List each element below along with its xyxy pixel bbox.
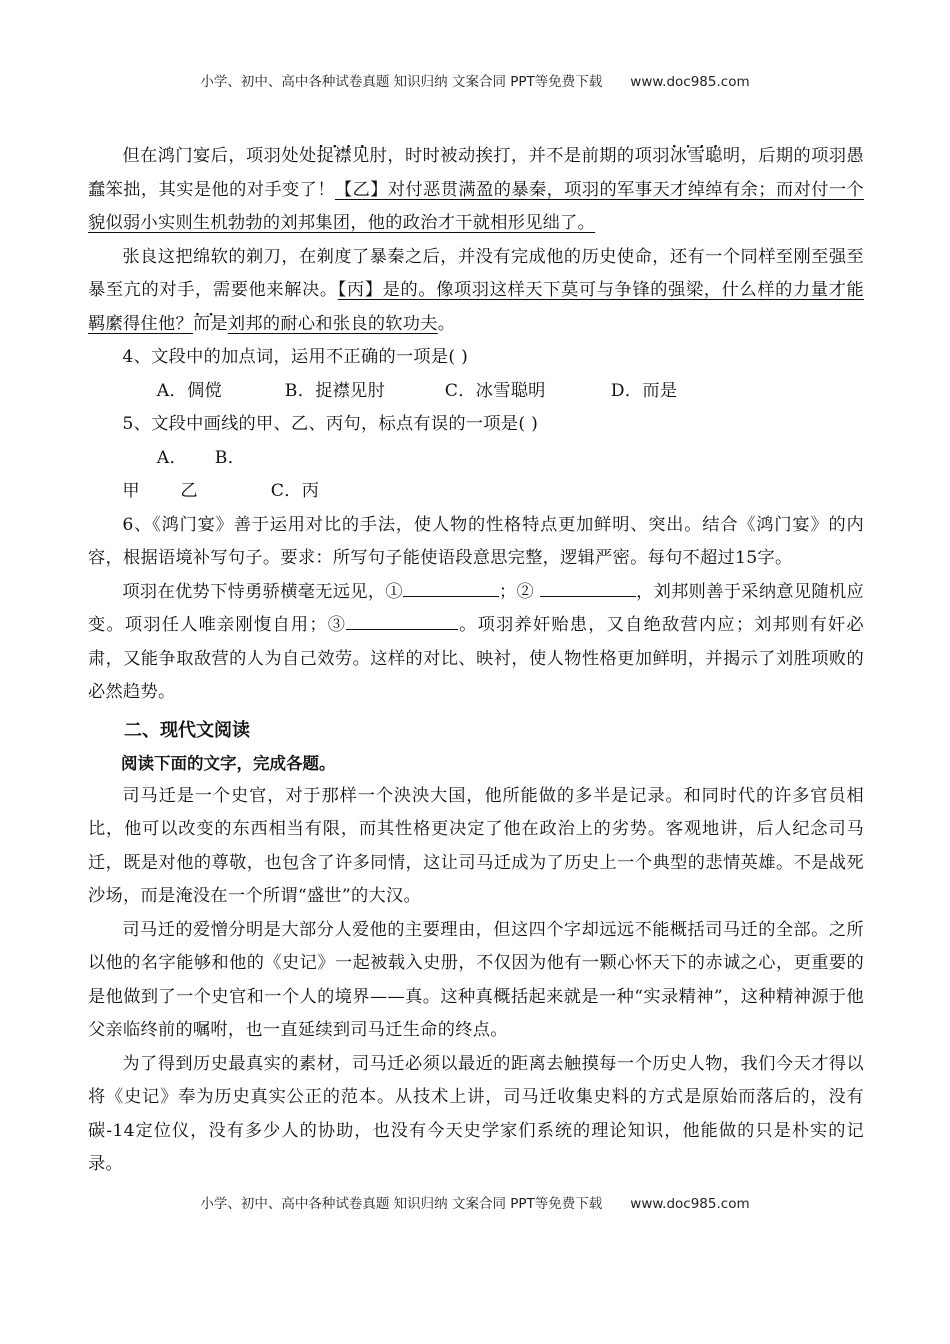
section2-paragraph1: 司马迁是一个史官，对于那样一个泱泱大国，他所能做的多半是记录。和同时代的许多官员相比，他可以改变的东西相当有限，而其性格更决定了他在政治上的劣势。客观地讲，后人纪念司马迁，既是对他的尊敬，也包含了许多同情，这让司马迁成为了历史上一个典型的悲情英雄。不是战死沙场，而是淹没在一个所谓“盛世”的大汉。 <box>88 785 864 906</box>
dotted-word-ershi: · · 而是 <box>193 314 228 334</box>
section2-paragraph3: 为了得到历史最真实的素材，司马迁必须以最近的距离去触摸每一个历史人物，我们今天才得以将《史记》奉为历史真实公正的范本。从技术上讲，司马迁收集史料的方式是原始而落后的，没有碳-14定位仪，没有多少人的协助，也没有今天史学家们系统的理论知识，他能做的只是朴实的记录。 <box>88 1053 864 1174</box>
header-text: 小学、初中、高中各种试卷真题 知识归纳 文案合同 PPT等免费下载 <box>200 74 603 90</box>
option-b[interactable]: B．捉襟见肘 <box>284 380 386 401</box>
passage1-paragraph2 <box>88 241 864 342</box>
fill-text: 项羽在优势下恃勇骄横毫无远见，① <box>122 581 403 602</box>
question-4: 4、文段中的加点词，运用不正确的一项是( ) <box>122 347 469 367</box>
footer-text: 小学、初中、高中各种试卷真题 知识归纳 文案合同 PPT等免费下载 <box>200 1196 603 1212</box>
blank-1[interactable] <box>403 576 499 597</box>
section-2-title: 二、现代文阅读 <box>124 719 250 741</box>
passage-text: ，时时被动挨打，并不是前期的项羽 <box>387 146 670 166</box>
page-header <box>0 70 950 90</box>
question-6-fill-text <box>88 576 864 710</box>
question-5: 5、文段中画线的甲、乙、丙句，标点有误的一项是( ) <box>122 414 539 434</box>
underlined-sentence-yi: 【乙】对付恶贯满盈的暴秦，项羽的军事天才绰绰有余；而对付一个貌似弱小实则生机勃勃的刘邦集团，他的政治才干就相形见绌了。 <box>88 179 864 233</box>
dotted-word-bingxue: · · · · 冰雪聪明 <box>670 146 741 166</box>
underlined-phrase-end: 刘邦的耐心和张良的软功夫 <box>227 313 438 334</box>
option-c[interactable]: C．丙 <box>270 481 320 501</box>
passage-text: 。 <box>437 313 456 334</box>
blank-3[interactable] <box>346 609 458 630</box>
section-2-instruction: 阅读下面的文字，完成各题。 <box>121 753 336 773</box>
option-a[interactable]: A．甲 <box>122 447 187 501</box>
question-6: 6、《鸿门宴》善于运用对比的手法，使人物的性格特点更加鲜明、突出。结合《鸿门宴》的内容，根据语境补写句子。要求：所写句子能使语段意思完整，逻辑严密。每句不超过15字。 <box>88 514 864 568</box>
option-b[interactable]: B．乙 <box>180 447 246 501</box>
underlined-sentence-bing: 【丙】是的。像项羽这样天下莫可与争锋的强梁，什么样的力量才能羁縻得住他？ <box>88 280 865 334</box>
passage-text: 张良这把绵软的剃刀，在剃度了暴秦之后，并没有完成他的历史使命，还有一个同样至刚至强至暴至亢的对手，需要他来解决。 <box>88 246 864 300</box>
section2-paragraph2: 司马迁的爱憎分明是大部分人爱他的主要理由，但这四个字却远远不能概括司马迁的全部。之所以他的名字能够和他的《史记》一起被载入史册，不仅因为他有一颗心怀天下的赤诚之心，更重要的是他做到了一个史官和一个人的境界——真。这种真概括起来就是一种“实录精神”，这种精神源于他父亲临终前的嘱咐，也一直延续到司马迁生命的终点。 <box>88 919 864 1040</box>
footer-site[interactable]: www.doc985.com <box>630 1196 750 1212</box>
question-4-options <box>88 375 864 409</box>
passage1-paragraph1 <box>88 140 864 241</box>
passage-text: ，后期的项羽愚蠢笨拙，其实是他的对手变了！ <box>88 146 865 200</box>
option-d[interactable]: D．而是 <box>610 380 678 401</box>
fill-text: 。项羽养奸贻患，又自绝敌营内应；刘邦则有奸必肃，又能争取敌营的人为自己效劳。这样的对比、映衬，使人物性格更加鲜明，并揭示了刘胜项败的必然趋势。 <box>88 615 864 702</box>
document-body <box>88 140 864 1182</box>
dotted-word-zhuojin: · · · · 捉襟见肘 <box>317 146 388 166</box>
option-a[interactable]: A．倜傥 <box>156 380 222 401</box>
fill-text: ，刘邦则善于采纳意见随机应变。项羽任人唯亲刚愎自用；③ <box>88 581 864 635</box>
header-site[interactable]: www.doc985.com <box>630 74 750 90</box>
page-footer <box>0 1192 950 1212</box>
option-c[interactable]: C．冰雪聪明 <box>444 380 546 401</box>
blank-2[interactable] <box>540 576 636 597</box>
fill-text: ；② <box>498 581 535 602</box>
passage-text: 但在鸿门宴后，项羽处处 <box>122 146 317 166</box>
question-5-options <box>88 442 864 509</box>
